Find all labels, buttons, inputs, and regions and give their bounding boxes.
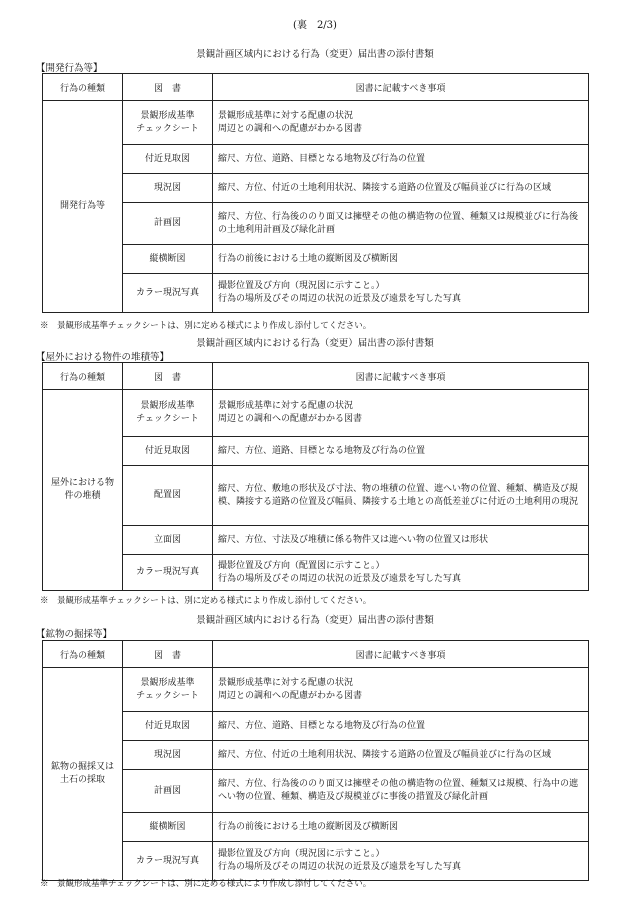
table-row [43, 770, 589, 813]
document-cell: 景観形成基準 チェックシート [123, 101, 213, 145]
document-cell: 計画図 [123, 203, 213, 245]
footnote: ※ 景観形成基準チェックシートは、別に定める様式により作成し添付してください。 [40, 321, 372, 331]
action-type-cell: 屋外における物 件の堆積 [43, 390, 123, 591]
description-cell: 行為の前後における土地の縦断図及び横断図 [213, 245, 589, 274]
description-cell: 撮影位置及び方向（現況図に示すこと。） 行為の場所及びその周辺の状況の近景及び遠景を写した写真 [213, 842, 589, 881]
description-cell: 景観形成基準に対する配慮の状況 周辺との調和への配慮がわかる図書 [213, 390, 589, 437]
header-document: 図 書 [123, 363, 213, 390]
table-header-row [43, 74, 589, 101]
description-cell: 縮尺、方位、行為後ののり面又は擁壁その他の構造物の位置、種類又は規模並びに行為後の土地利用計画及び緑化計画 [213, 203, 589, 245]
document-cell: 計画図 [123, 770, 213, 813]
document-cell: 配置図 [123, 466, 213, 526]
action-type-cell: 開発行為等 [43, 101, 123, 313]
table-row [43, 712, 589, 741]
header-type: 行為の種類 [43, 74, 123, 101]
table-header-row [43, 363, 589, 390]
document-cell: 立面図 [123, 526, 213, 555]
table-row [43, 174, 589, 203]
page-number: (裏 2/3) [293, 20, 337, 31]
description-cell: 縮尺、方位、道路、目標となる地物及び行為の位置 [213, 145, 589, 174]
description-cell: 景観形成基準に対する配慮の状況 周辺との調和への配慮がわかる図書 [213, 101, 589, 145]
document-cell: 景観形成基準 チェックシート [123, 390, 213, 437]
footnote: ※ 景観形成基準チェックシートは、別に定める様式により作成し添付してください。 [40, 596, 372, 606]
description-cell: 景観形成基準に対する配慮の状況 周辺との調和への配慮がわかる図書 [213, 668, 589, 712]
document-cell: 付近見取図 [123, 437, 213, 466]
document-cell: カラー現況写真 [123, 555, 213, 591]
section-title: 景観計画区域内における行為（変更）届出書の添付書類 [196, 49, 434, 60]
table-row [43, 245, 589, 274]
table-row [43, 555, 589, 591]
header-type: 行為の種類 [43, 363, 123, 390]
table-header-row [43, 641, 589, 668]
document-cell: 現況図 [123, 741, 213, 770]
table-row [43, 101, 589, 145]
description-cell: 撮影位置及び方向（現況図に示すこと。） 行為の場所及びその周辺の状況の近景及び遠景を写した写真 [213, 274, 589, 313]
document-cell: 付近見取図 [123, 145, 213, 174]
table-row [43, 145, 589, 174]
description-cell: 縮尺、方位、付近の土地利用状況、隣接する道路の位置及び幅員並びに行為の区域 [213, 174, 589, 203]
description-cell: 行為の前後における土地の縦断図及び横断図 [213, 813, 589, 842]
header-description: 図書に記載すべき事項 [213, 641, 589, 668]
description-cell: 縮尺、方位、道路、目標となる地物及び行為の位置 [213, 712, 589, 741]
table-row [43, 390, 589, 437]
table-row [43, 668, 589, 712]
document-cell: 現況図 [123, 174, 213, 203]
header-document: 図 書 [123, 74, 213, 101]
table-row [43, 466, 589, 526]
description-cell: 縮尺、方位、敷地の形状及び寸法、物の堆積の位置、遮へい物の位置、種類、構造及び規模、隣接する道路の位置及び幅員、隣接する土地との高低差並びに付近の土地利用の現況 [213, 466, 589, 526]
attachment-table [42, 73, 589, 313]
table-row [43, 526, 589, 555]
document-cell: 付近見取図 [123, 712, 213, 741]
description-cell: 撮影位置及び方向（配置図に示すこと。） 行為の場所及びその周辺の状況の近景及び遠景を写した写真 [213, 555, 589, 591]
table-row [43, 741, 589, 770]
description-cell: 縮尺、方位、行為後ののり面又は擁壁その他の構造物の位置、種類又は規模、行為中の遮へい物の位置、種類、構造及び規模並びに事後の措置及び緑化計画 [213, 770, 589, 813]
header-type: 行為の種類 [43, 641, 123, 668]
table-row [43, 437, 589, 466]
document-cell: 景観形成基準 チェックシート [123, 668, 213, 712]
table-row [43, 274, 589, 313]
section-title: 景観計画区域内における行為（変更）届出書の添付書類 [196, 615, 434, 626]
section-label: 【鉱物の掘採等】 [36, 629, 113, 640]
header-description: 図書に記載すべき事項 [213, 363, 589, 390]
header-document: 図 書 [123, 641, 213, 668]
table-row [43, 842, 589, 881]
section-label: 【開発行為等】 [36, 63, 103, 74]
document-cell: カラー現況写真 [123, 274, 213, 313]
document-cell: 縦横断図 [123, 813, 213, 842]
table-row [43, 813, 589, 842]
header-description: 図書に記載すべき事項 [213, 74, 589, 101]
description-cell: 縮尺、方位、道路、目標となる地物及び行為の位置 [213, 437, 589, 466]
action-type-cell: 鉱物の掘採又は 土石の採取 [43, 668, 123, 881]
document-cell: カラー現況写真 [123, 842, 213, 881]
attachment-table [42, 640, 589, 881]
table-row [43, 203, 589, 245]
section-title: 景観計画区域内における行為（変更）届出書の添付書類 [196, 338, 434, 349]
description-cell: 縮尺、方位、付近の土地利用状況、隣接する道路の位置及び幅員並びに行為の区域 [213, 741, 589, 770]
section-label: 【屋外における物件の堆積等】 [36, 352, 170, 363]
footnote: ※ 景観形成基準チェックシートは、別に定める様式により作成し添付してください。 [40, 879, 372, 889]
document-cell: 縦横断図 [123, 245, 213, 274]
attachment-table [42, 362, 589, 591]
description-cell: 縮尺、方位、寸法及び堆積に係る物件又は遮へい物の位置又は形状 [213, 526, 589, 555]
